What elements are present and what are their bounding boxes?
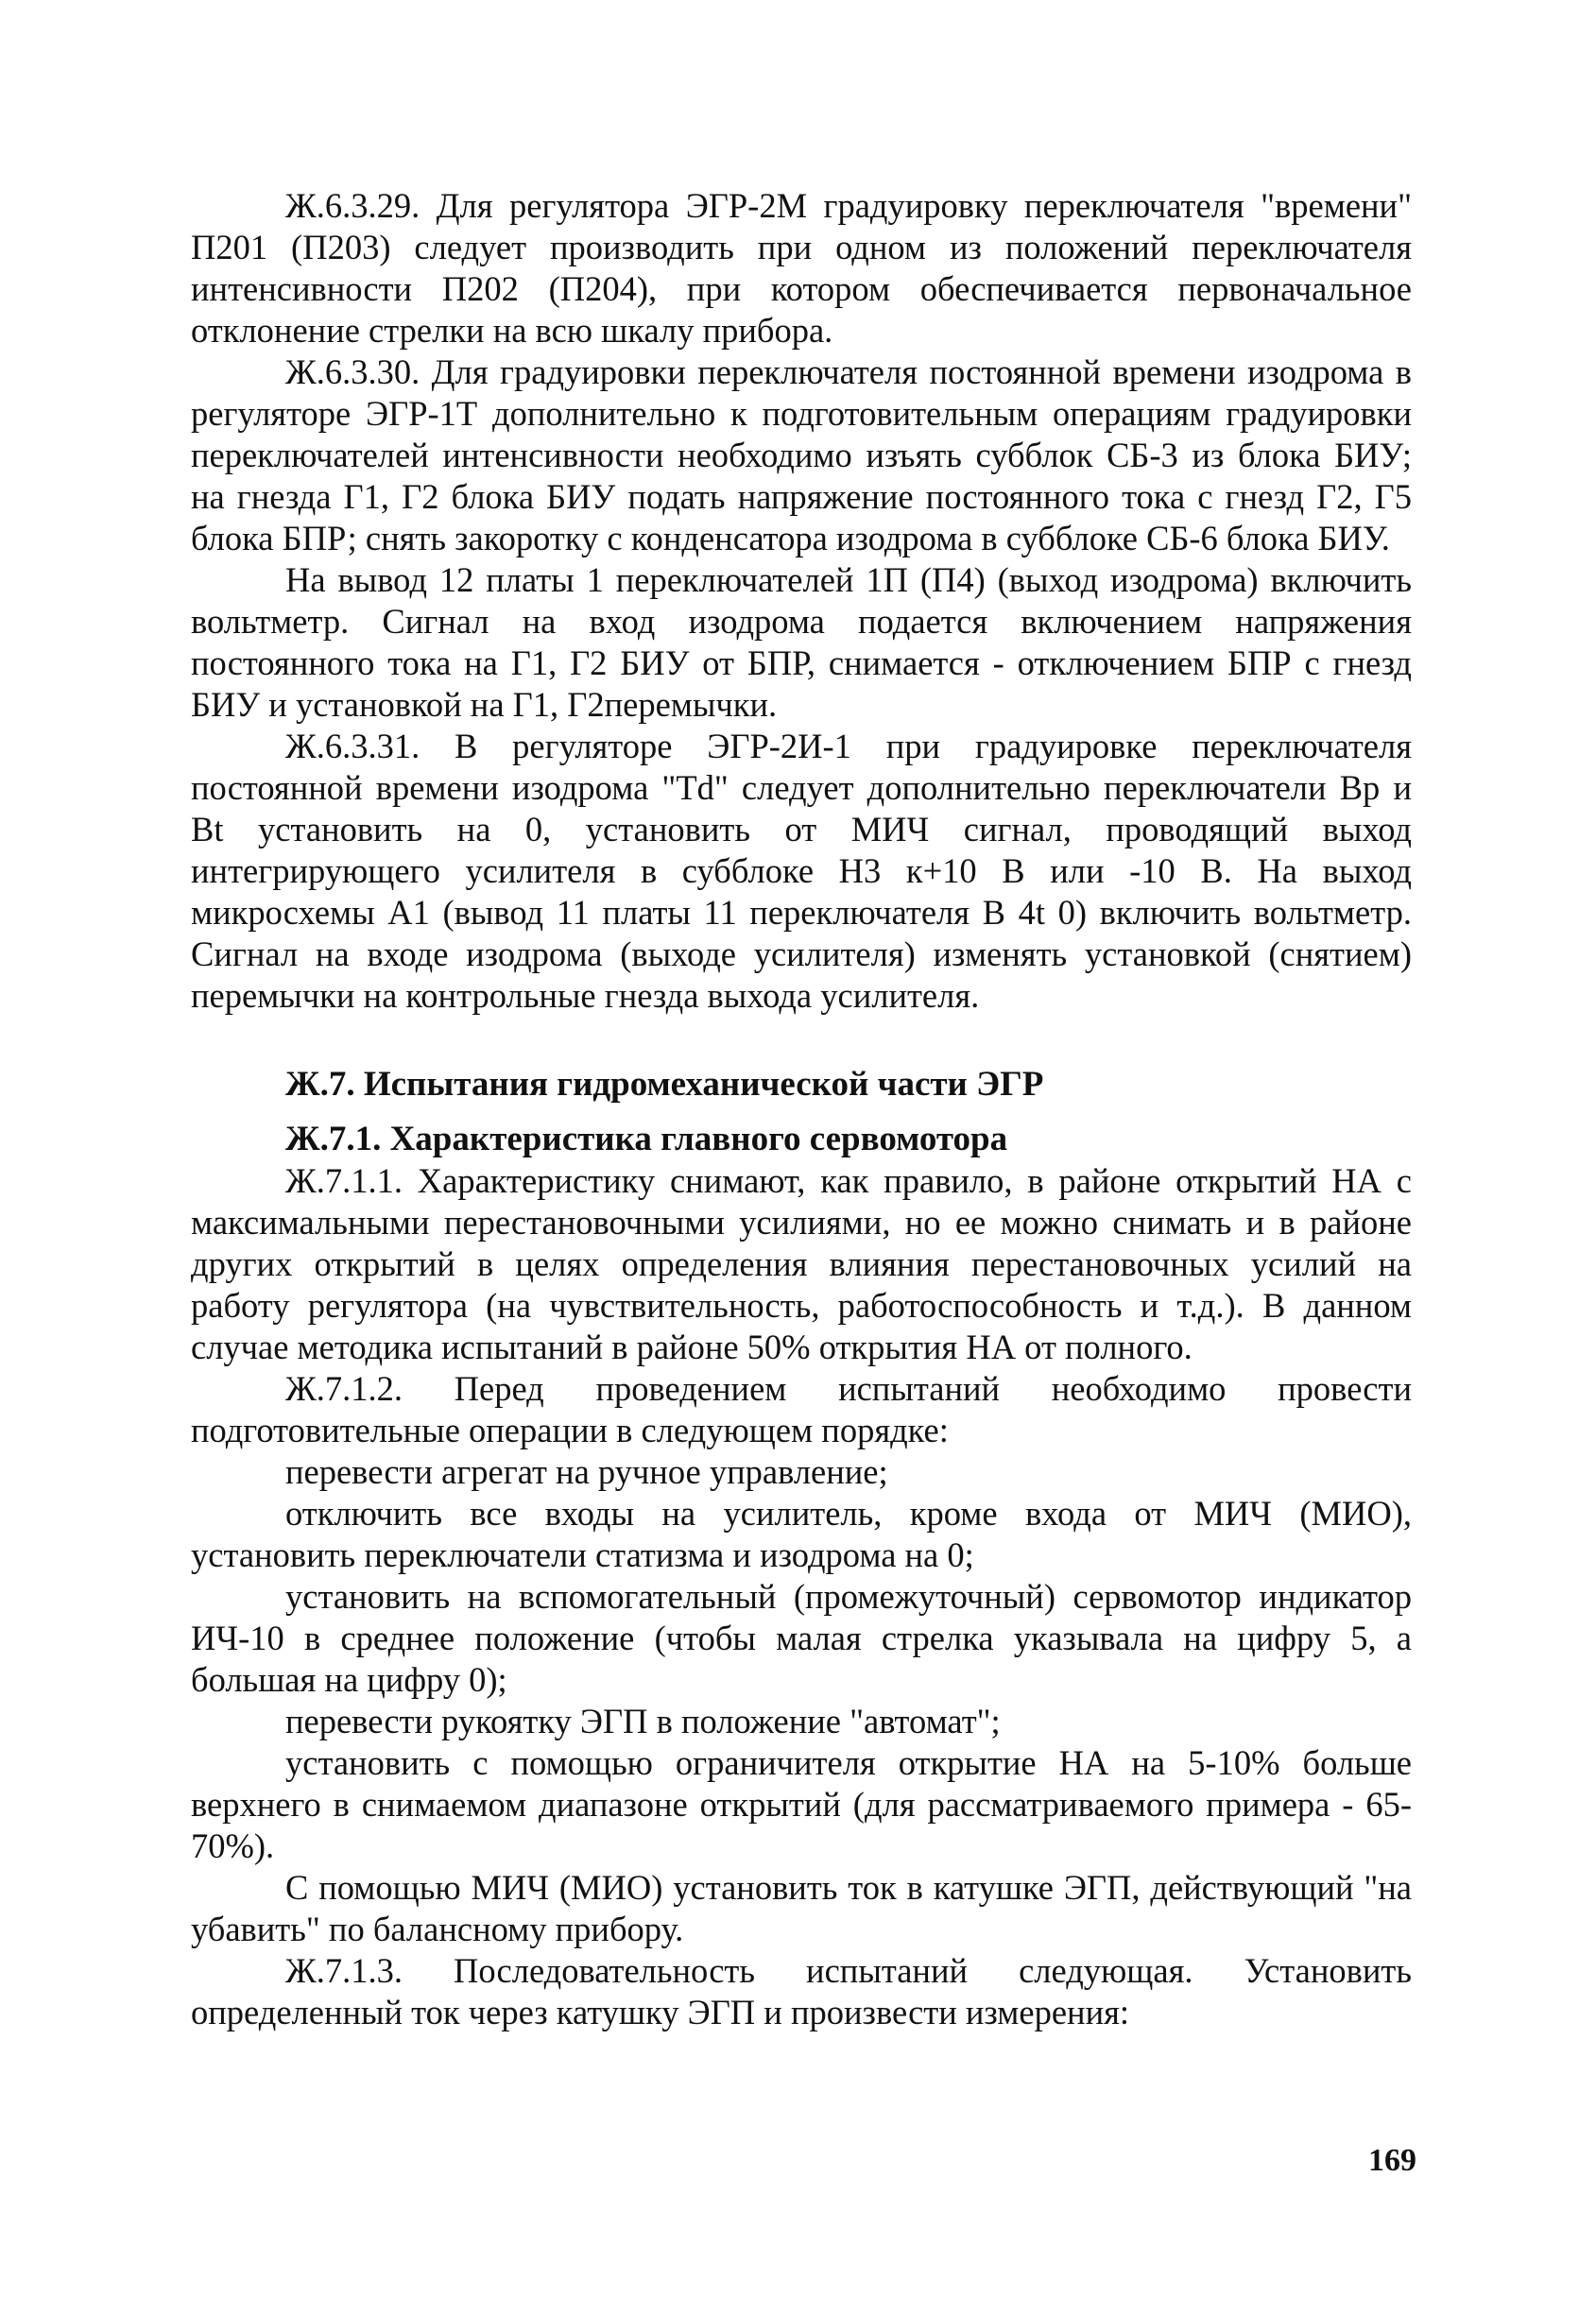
step-disable-inputs: отключить все входы на усилитель, кроме входа от МИЧ (МИО), установить переключатели статизма и изодрома на 0; [191, 1494, 1412, 1574]
step-install-indicator: установить на вспомогательный (промежуточный) сервомотор индикатор ИЧ-10 в среднее положение (чтобы малая стрелка указывала на цифру 5, а большая на цифру 0); [191, 1577, 1412, 1699]
paragraph-set-current: С помощью МИЧ (МИО) установить ток в катушке ЭГП, действующий "на убавить" по балансному прибору. [191, 1868, 1412, 1948]
paragraph-voltmeter-output: На вывод 12 платы 1 переключателей 1П (П4) (выход изодрома) включить вольтметр. Сигнал на вход изодрома подается включением напряжения постоянного тока на Г1, Г2 БИУ от БПР, снимается - отключением БПР с гнезд БИУ и установкой на Г1, Г2перемычки. [191, 560, 1412, 724]
step-handle-automatic: перевести рукоятку ЭГП в положение "автомат"; [285, 1702, 1001, 1740]
paragraph-7-1-3: Ж.7.1.3. Последовательность испытаний следующая. Установить определенный ток через катушку ЭГП и произвести измерения: [191, 1951, 1412, 2031]
step-manual-control: перевести агрегат на ручное управление; [285, 1452, 888, 1491]
paragraph-6-3-29: Ж.6.3.29. Для регулятора ЭГР-2М градуировку переключателя "времени" П201 (П203) следует производить при одном из положений переключателя интенсивности П202 (П204), при котором обеспечивается первоначальное отклонение стрелки на всю шкалу прибора. [191, 186, 1412, 350]
step-set-limiter: установить с помощью ограничителя открытие НА на 5-10% больше верхнего в снимаемом диапазоне открытий (для рассматриваемого примера - 65-70%). [191, 1743, 1412, 1865]
subsection-heading: Ж.7.1. Характеристика главного сервомотора [285, 1120, 1008, 1158]
page-body [191, 185, 1412, 2033]
paragraph-6-3-30: Ж.6.3.30. Для градуировки переключателя постоянной времени изодрома в регуляторе ЭГР-1Т дополнительно к подготовительным операциям градуировки переключателей интенсивности необходимо изъять субблок СБ-3 из блока БИУ; на гнезда Г1, Г2 блока БИУ подать напряжение постоянного тока с гнезд Г2, Г5 блока БПР; снять закоротку с конденсатора изодрома в субблоке СБ-6 блока БИУ. [191, 352, 1412, 557]
paragraph-7-1-1: Ж.7.1.1. Характеристику снимают, как правило, в районе открытий НА с максимальными перестановочными усилиями, но ее можно снимать и в районе других открытий в целях определения влияния перестановочных усилий на работу регулятора (на чувствительность, работоспособность и т.д.). В данном случае методика испытаний в районе 50% открытия НА от полного. [191, 1161, 1412, 1366]
section-heading: Ж.7. Испытания гидромеханической части ЭГР [285, 1065, 1044, 1104]
paragraph-7-1-2: Ж.7.1.2. Перед проведением испытаний необходимо провести подготовительные операции в следующем порядке: [191, 1369, 1412, 1449]
paragraph-6-3-31: Ж.6.3.31. В регуляторе ЭГР-2И-1 при градуировке переключателя постоянной времени изодрома "Td" следует дополнительно переключатели Вр и Bt установить на 0, установить от МИЧ сигнал, проводящий выход интегрирующего усилителя в субблоке Н3 к+10 В или -10 В. На выход микросхемы А1 (вывод 11 платы 11 переключателя В 4t 0) включить вольтметр. Сигнал на входе изодрома (выходе усилителя) изменять установкой (снятием) перемычки на контрольные гнезда выхода усилителя. [191, 727, 1412, 1015]
page-number: 169 [1368, 2143, 1416, 2178]
